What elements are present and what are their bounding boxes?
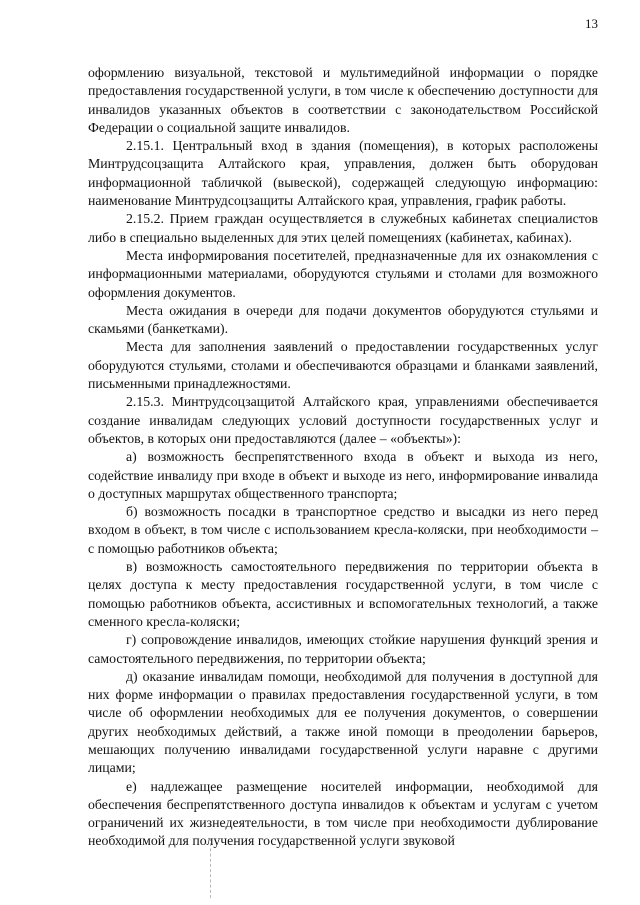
list-item-g: г) сопровождение инвалидов, имеющих стойкие нарушения функций зрения и самостоятельного передвижения, по территории объекта; — [88, 632, 598, 666]
paragraph-application-places: Места для заполнения заявлений о предоставлении государственных услуг оборудуются стульями, столами и обеспечиваются образцами и бланками заявлений, письменными принадлежностями. — [88, 339, 598, 392]
list-item-a: а) возможность беспрепятственного входа в объект и выхода из него, содействие инвалиду при входе в объект и выходе из него, информирование инвалида о доступных маршрутах общественного транспорта; — [88, 449, 598, 501]
paragraph-waiting-places: Места ожидания в очереди для подачи документов оборудуются стульями и скамьями (банкетками). — [88, 302, 598, 337]
paragraph-2-15-2: 2.15.2. Прием граждан осуществляется в служебных кабинетах специалистов либо в специально выделенных для этих целей помещениях (кабинетах, кабинах). — [88, 211, 598, 245]
list-item-d: д) оказание инвалидам помощи, необходимой для получения в доступной для них форме информации о правилах предоставления государственной услуги, в том числе об оформлении необходимых для ее получения документов, о совершении других необходимых действий, а также иной помощи в преодолении барьеров, мешающих получению инвалидами государственной услуги наравне с другими лицами; — [88, 668, 598, 776]
paragraph-information-places: Места информирования посетителей, предназначенные для их ознакомления с информационными материалами, оборудуются стульями и столами для возможного оформления документов. — [88, 247, 598, 300]
list-item-e: е) надлежащее размещение носителей информации, необходимой для обеспечения беспрепятственного доступа инвалидов к объектам и услугам с учетом ограничений их жизнедеятельности, в том числе при необходимости дублирование необходимой для получения государственной услуги звуковой — [88, 778, 598, 849]
paragraph-continuation: оформлению визуальной, текстовой и мультимедийной информации о порядке предоставления государственной услуги, в том числе к обеспечению доступности для инвалидов указанных объектов в соответствии с законодательством Российской Федерации о социальной защите инвалидов. — [88, 65, 598, 135]
list-item-v: в) возможность самостоятельного передвижения по территории объекта в целях доступа к месту предоставления государственной услуги, в том числе с помощью работников объекта, ассистивных и вспомогательных технологий, а также сменного кресла-коляски; — [88, 559, 598, 629]
scan-margin-line — [210, 838, 212, 898]
paragraph-2-15-1: 2.15.1. Центральный вход в здания (помещения), в которых расположены Минтрудсоцзащита Алтайского края, управления, должен быть оборудован информационной табличкой (вывеской), содержащей следующую информацию: наименование Минтрудсоцзащиты Алтайского края, управления, график работы. — [88, 138, 598, 209]
page-number: 13 — [585, 16, 598, 31]
paragraph-2-15-3: 2.15.3. Минтрудсоцзащитой Алтайского края, управлениями обеспечивается создание инвалидам следующих условий доступности государственных услуг и объектов, в которых они предоставляются (далее – «объекты»): — [88, 394, 598, 446]
list-item-b: б) возможность посадки в транспортное средство и высадки из него перед входом в объект, в том числе с использованием кресла-коляски, при необходимости – с помощью работников объекта; — [88, 504, 598, 556]
body-text — [88, 64, 598, 851]
